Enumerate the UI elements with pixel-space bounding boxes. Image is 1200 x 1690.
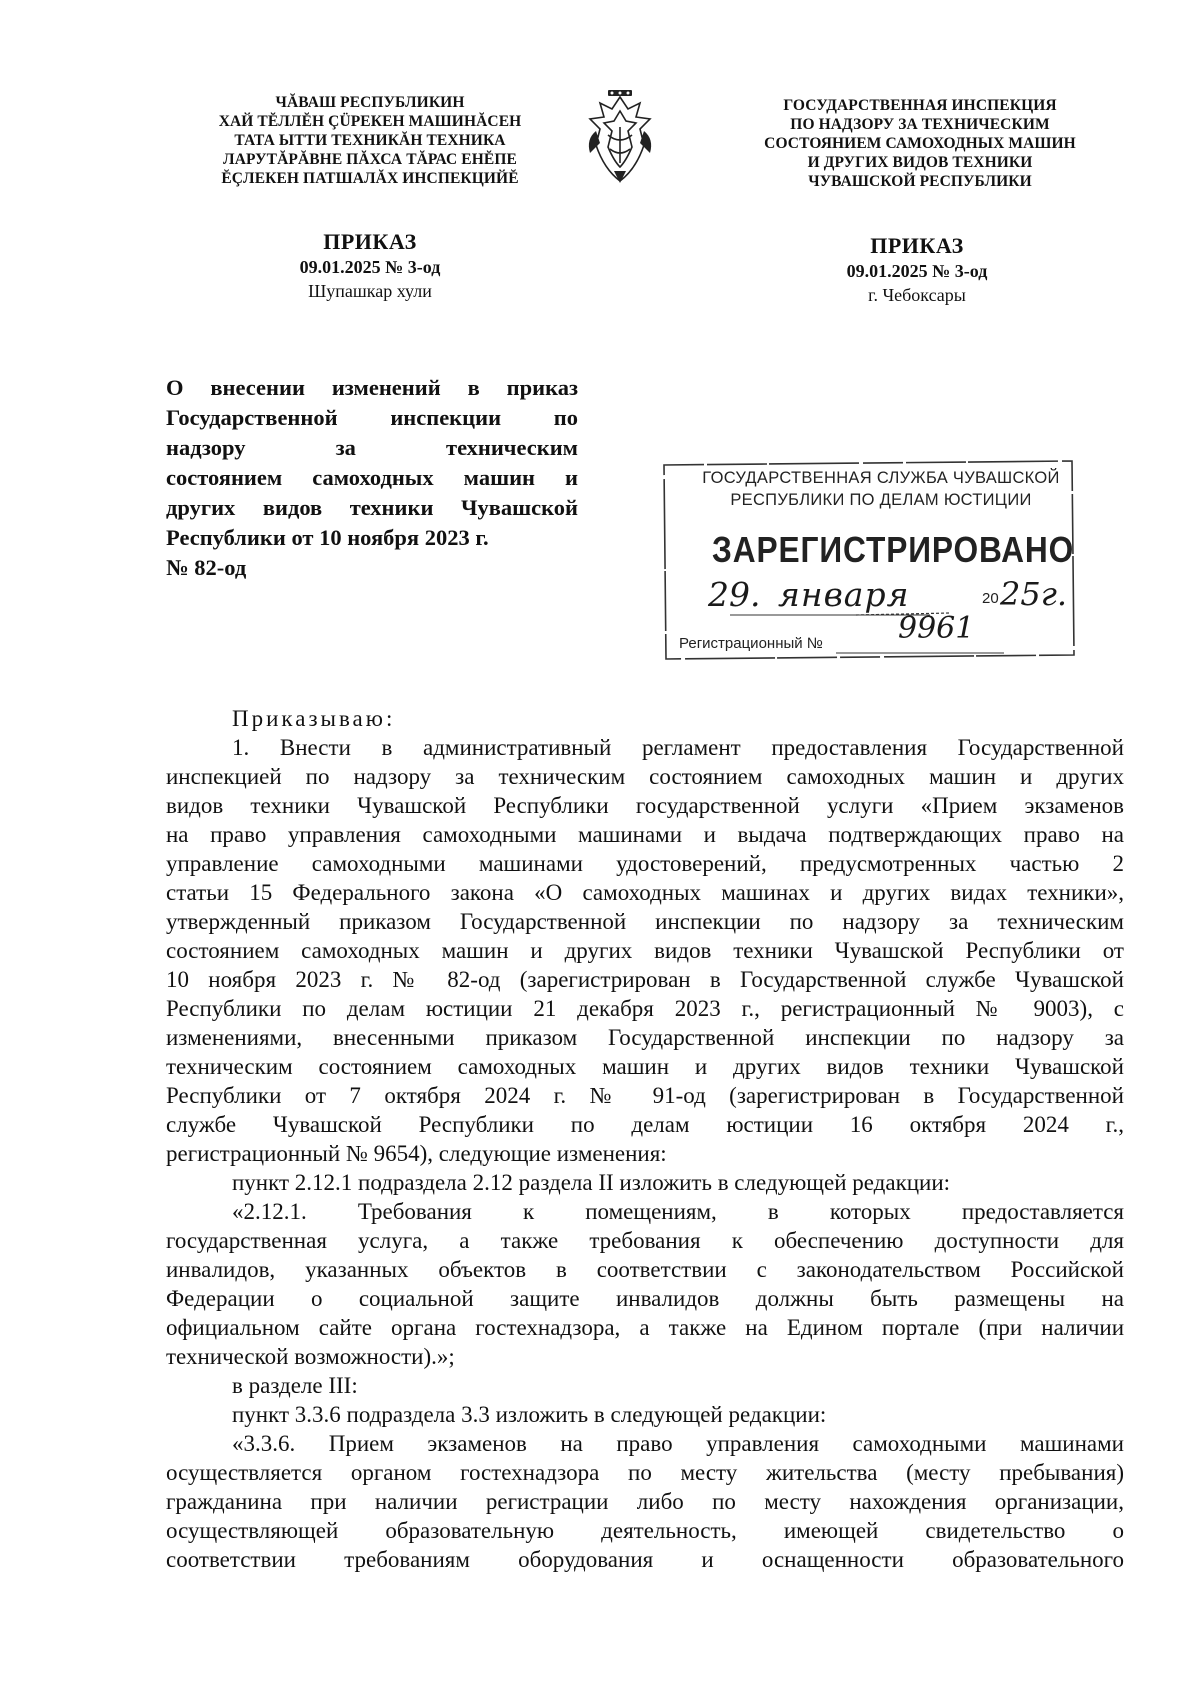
order-number: 09.01.2025 № 3-од [846,261,988,281]
order-subject [166,373,578,583]
body-line: 1. Внести в административный регламент предоставления Государственной [232,735,1124,760]
header-left-line: ĔÇЛЕКЕН ПАТШАЛĂХ ИНСПЕКЦИЙĔ [221,170,519,187]
body-line: утвержденный приказом Государственной инспекции по надзору за техническим [166,909,1124,934]
order-city: Шупашкар хули [308,281,432,301]
header-right-line: И ДРУГИХ ВИДОВ ТЕХНИКИ [807,154,1033,171]
body-line: состоянием самоходных машин и других видов техники Чувашской Республики от [166,938,1124,963]
stamp-title: ЗАРЕГИСТРИРОВАНО [712,529,1075,570]
body-line: официальном сайте органа гостехнадзора, а также на Едином портале (при наличии [166,1315,1124,1340]
order-left [240,228,500,303]
header-left-line: ТАТА ЫТТИ ТЕХНИКĂН ТЕХНИКА [234,132,506,149]
subject-line: Государственной инспекции по [166,405,578,430]
stamp-registration-label: Регистрационный № [679,635,823,652]
order-title: ПРИКАЗ [870,233,964,258]
header-right-line: ЧУВАШСКОЙ РЕСПУБЛИКИ [808,173,1032,190]
paragraph-6 [166,1429,1124,1574]
subject-line: состоянием самоходных машин и [166,465,578,490]
header-left [175,93,565,188]
order-title: ПРИКАЗ [323,229,417,254]
stamp-org-line: ГОСУДАРСТВЕННАЯ СЛУЖБА ЧУВАШСКОЙ [702,469,1060,487]
body-line: соответствии требованиям оборудования и оснащенности образовательного [166,1547,1124,1572]
paragraph-2: пункт 2.12.1 подраздела 2.12 раздела II изложить в следующей редакции: [232,1170,951,1195]
body-line: Федерации о социальной защите инвалидов должны быть размещены на [166,1286,1124,1311]
registration-stamp [660,455,1080,663]
stamp-org-line: РЕСПУБЛИКИ ПО ДЕЛАМ ЮСТИЦИИ [730,491,1032,509]
subject-line: Республики от 10 ноября 2023 г. [166,525,489,550]
header-right-line: ГОСУДАРСТВЕННАЯ ИНСПЕКЦИЯ [783,97,1057,114]
subject-line: других видов техники Чувашской [166,495,578,520]
subject-line: № 82-од [166,555,247,580]
order-number: 09.01.2025 № 3-од [299,257,441,277]
body-line: техническим состоянием самоходных машин и других видов техники Чувашской [166,1054,1124,1079]
body-line: осуществляющей образовательную деятельность, имеющей свидетельство о [166,1518,1124,1543]
header-left-line: ХАЙ ТĔЛЛĔН ÇÜРЕКЕН МАШИНĂСЕН [218,113,522,130]
body-line: «3.3.6. Прием экзаменов на право управления самоходными машинами [232,1431,1124,1456]
header-right-line: СОСТОЯНИЕМ САМОХОДНЫХ МАШИН [764,135,1076,152]
header-left-line: ЛАРУТĂРĂВНЕ ПĂХСА ТĂРАС ЕНĔПЕ [223,151,517,168]
order-city: г. Чебоксары [868,285,966,305]
body-line: технической возможности).»; [166,1344,455,1369]
subject-line: надзору за техническим [166,435,578,460]
handwritten-day: 29. [708,575,761,614]
body-line: службе Чувашской Республики по делам юстиции 16 октября 2024 г., [166,1112,1124,1137]
handwritten-month: января [778,575,910,614]
body-line: гражданина при наличии регистрации либо по месту нахождения организации, [166,1489,1124,1514]
handwritten-registration-number: 9961 [898,611,975,646]
body-line: Республики от 7 октября 2024 г. № 91-од (зарегистрирован в Государственной [166,1083,1124,1108]
body-line: инвалидов, указанных объектов в соответствии с законодательством Российской [166,1257,1124,1282]
paragraph-4: в разделе III: [232,1373,358,1398]
body-line: 10 ноября 2023 г. № 82-од (зарегистрирован в Государственной службе Чувашской [166,967,1124,992]
body-line: на право управления самоходными машинами и выдача подтверждающих право на [166,822,1124,847]
order-right [787,232,1047,307]
handwritten-year: 25г. [1000,575,1068,613]
body-line: видов техники Чувашской Республики государственной услуги «Прием экзаменов [166,793,1124,818]
header-right-line: ПО НАДЗОРУ ЗА ТЕХНИЧЕСКИМ [790,116,1050,133]
paragraph-1 [166,733,1124,1168]
body-intro: Приказываю: [232,706,396,731]
header-right [720,96,1120,191]
subject-line: О внесении изменений в приказ [166,375,578,400]
body-line: «2.12.1. Требования к помещениям, в которых предоставляется [232,1199,1124,1224]
stamp-date [700,575,1080,615]
chuvash-emblem-icon [578,87,662,187]
body-line: статьи 15 Федерального закона «О самоходных машинах и других видах техники», [166,880,1124,905]
body-line: осуществляется органом гостехнадзора по месту жительства (месту пребывания) [166,1460,1124,1485]
body-line: управление самоходными машинами удостоверений, предусмотренных частью 2 [166,851,1124,876]
stamp-organization [676,467,1086,511]
stamp-year-prefix: 20 [982,590,999,607]
body-line: инспекцией по надзору за техническим состоянием самоходных машин и других [166,764,1124,789]
order-body [166,704,1124,1574]
body-line: изменениями, внесенными приказом Государственной инспекции по надзору за [166,1025,1124,1050]
header-left-line: ЧĂВАШ РЕСПУБЛИКИН [275,94,465,111]
body-line: регистрационный № 9654), следующие изменения: [166,1141,667,1166]
body-line: Республики по делам юстиции 21 декабря 2023 г., регистрационный № 9003), с [166,996,1124,1021]
body-line: государственная услуга, а также требования к обеспечению доступности для [166,1228,1124,1253]
paragraph-3 [166,1197,1124,1371]
paragraph-5: пункт 3.3.6 подраздела 3.3 изложить в следующей редакции: [232,1402,827,1427]
